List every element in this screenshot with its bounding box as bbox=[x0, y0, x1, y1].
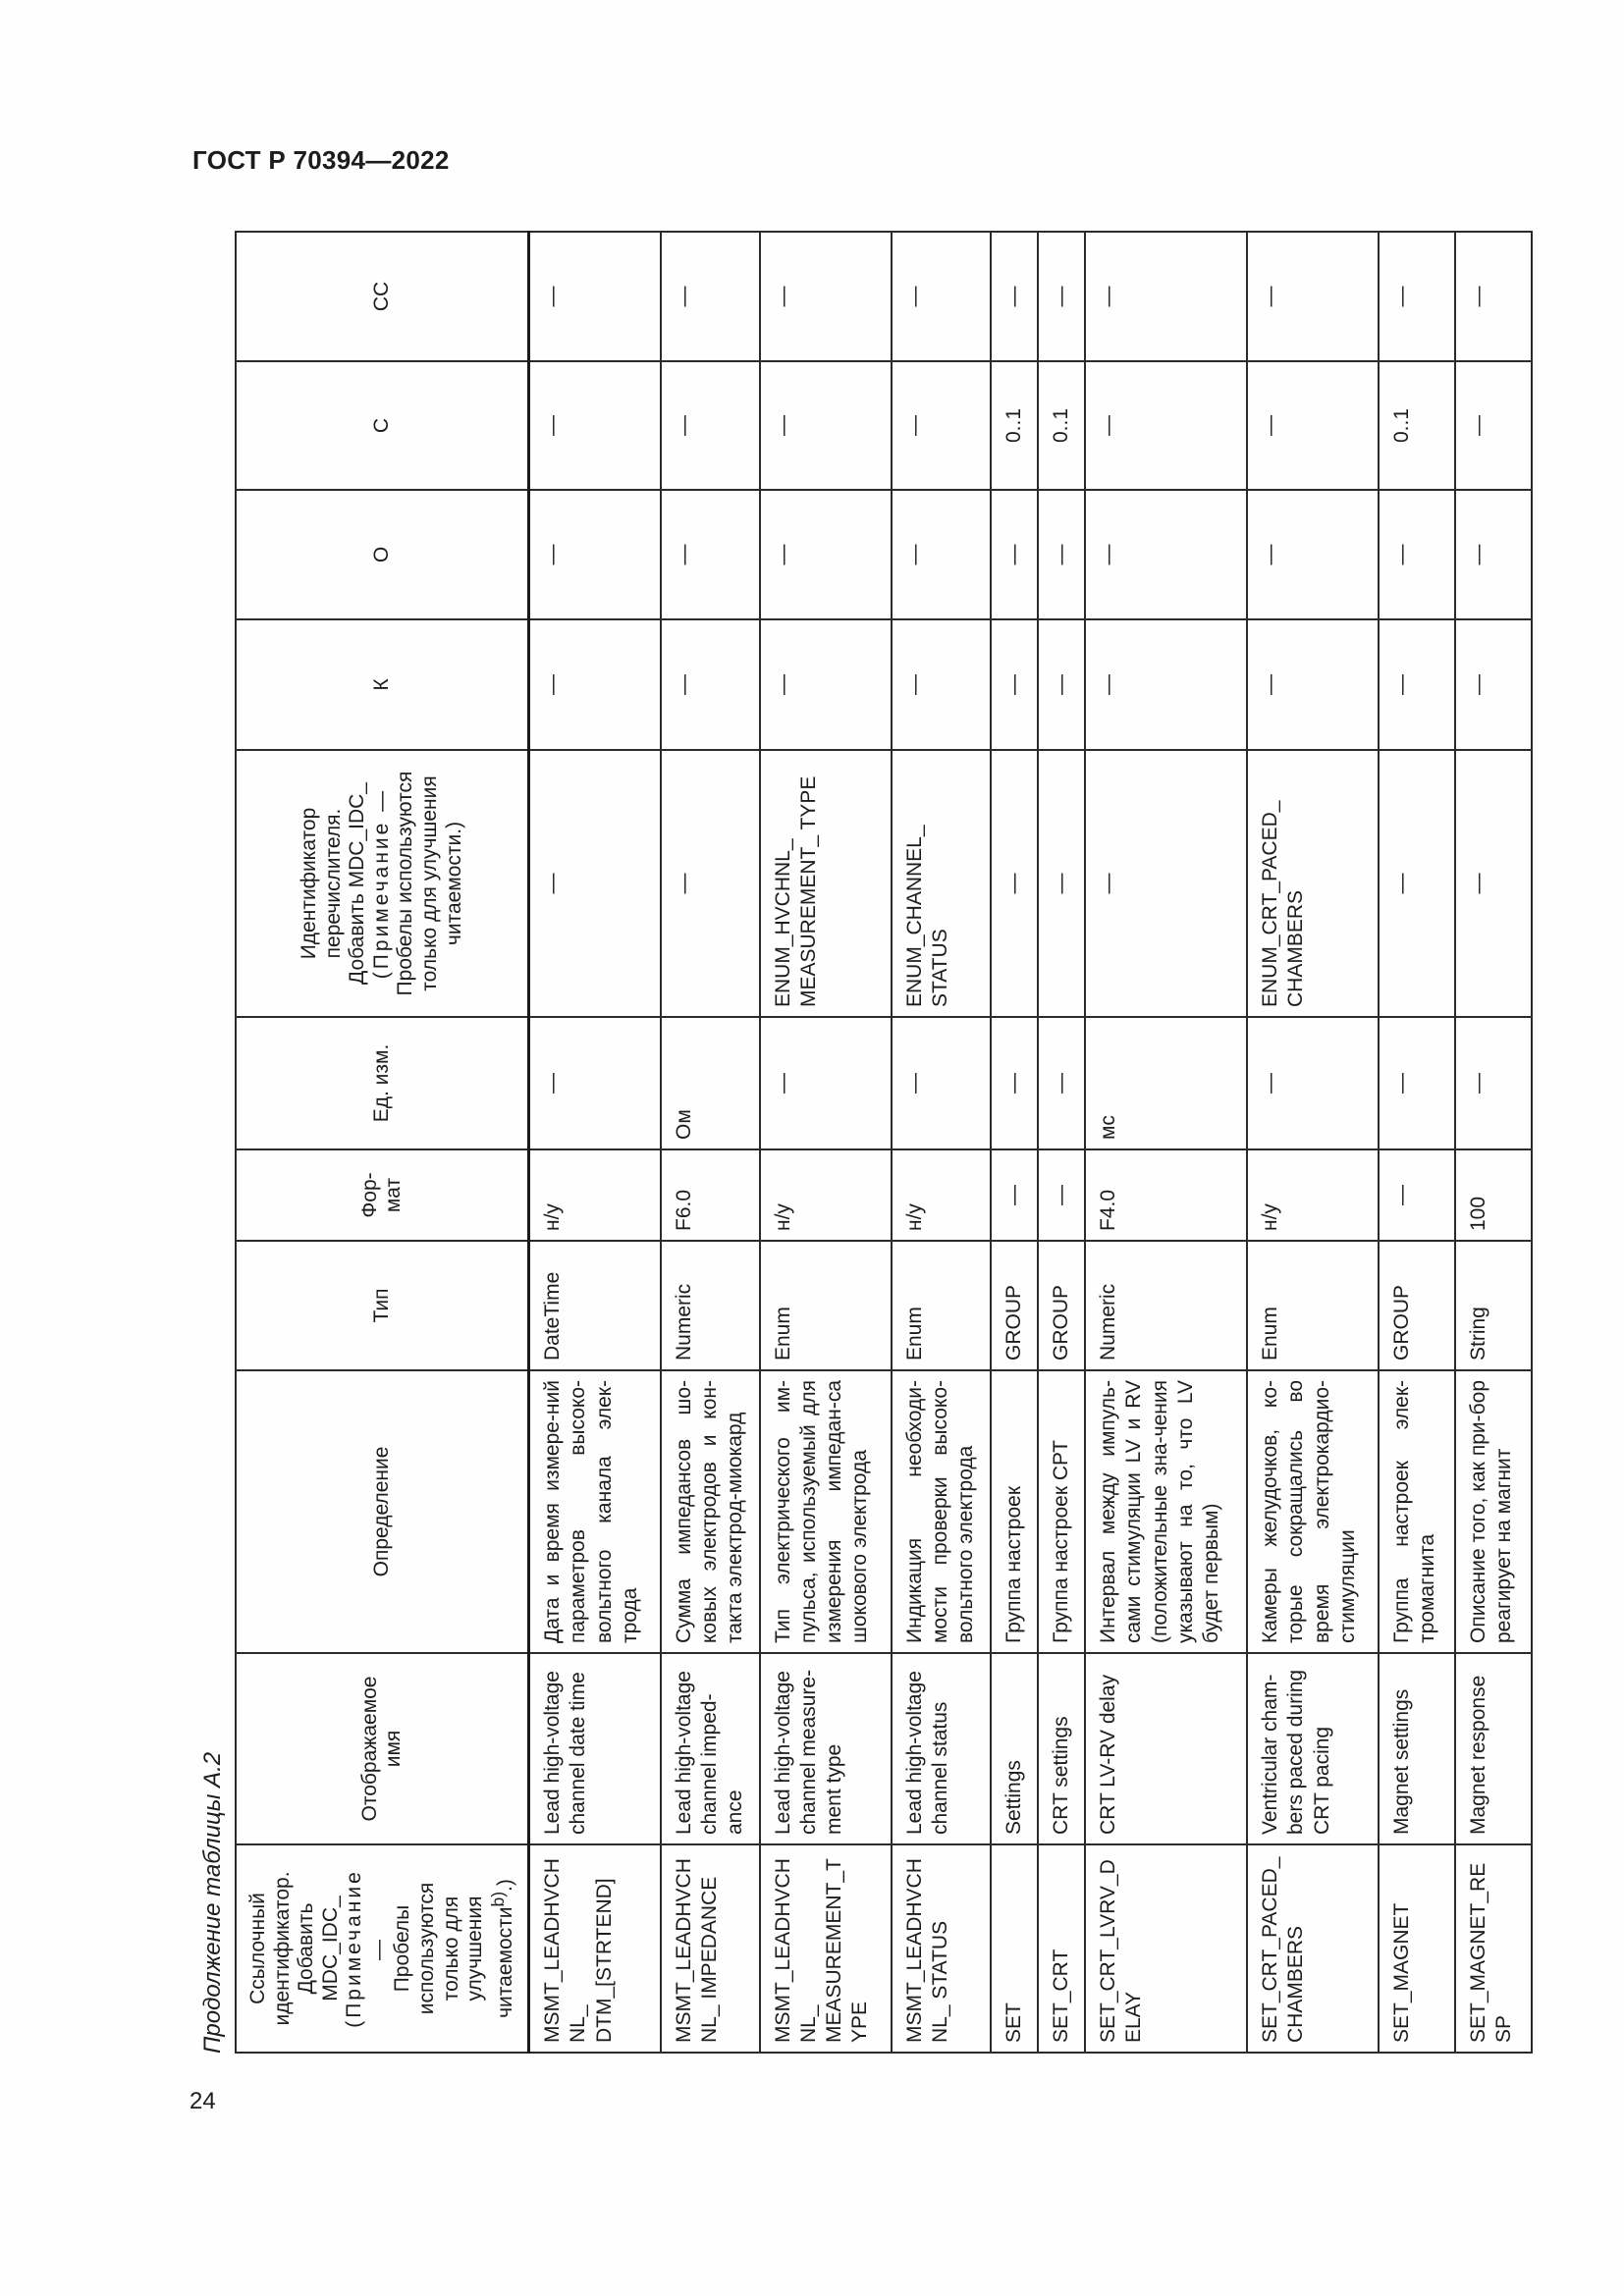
cell-k: — bbox=[1038, 619, 1085, 750]
cell-o: — bbox=[991, 490, 1038, 619]
cell-enum-id: ENUM_CHANNEL_ STATUS bbox=[892, 750, 991, 1017]
cell-c: 0..1 bbox=[1379, 361, 1455, 490]
cell-c: — bbox=[1455, 361, 1532, 490]
cell-k: — bbox=[1379, 619, 1455, 750]
table-row bbox=[1085, 232, 1247, 2053]
cell-ref-id: SET bbox=[991, 1844, 1038, 2053]
table-row bbox=[661, 232, 760, 2053]
cell-enum-id: ENUM_CRT_PACED_ CHAMBERS bbox=[1247, 750, 1379, 1017]
header-type: Тип bbox=[236, 1241, 529, 1370]
header-format: Фор- мат bbox=[236, 1149, 529, 1241]
header-k: К bbox=[236, 619, 529, 750]
cell-type: Enum bbox=[760, 1241, 892, 1370]
cell-o: — bbox=[1038, 490, 1085, 619]
header-enum-id: Идентификатор перечислителя. Добавить MDC_IDC_ (Примечание — Пробелы используются только для улучшения читаемости.) bbox=[236, 750, 529, 1017]
cell-unit: — bbox=[991, 1017, 1038, 1149]
table-header-row bbox=[236, 232, 529, 2053]
cell-unit: — bbox=[1247, 1017, 1379, 1149]
cell-format: н/у bbox=[892, 1149, 991, 1241]
cell-enum-id: — bbox=[1085, 750, 1247, 1017]
cell-k: — bbox=[529, 619, 661, 750]
cell-o: — bbox=[1379, 490, 1455, 619]
cell-definition: Описание того, как при-бор реагирует на магнит bbox=[1455, 1370, 1532, 1653]
cell-cc: — bbox=[1247, 232, 1379, 361]
cell-enum-id: — bbox=[1455, 750, 1532, 1017]
cell-o: — bbox=[1085, 490, 1247, 619]
cell-ref-id: MSMT_LEADHVCHNL_ DTM_[STRTEND] bbox=[529, 1844, 661, 2053]
table-row bbox=[1379, 232, 1455, 2053]
cell-o: — bbox=[661, 490, 760, 619]
cell-enum-id: — bbox=[1379, 750, 1455, 1017]
header-ref-id: Ссылочный идентификатор. Добавить MDC_IDC_ (Примечание — Пробелы используются только для улучшения читаемости$^{b)}$.) bbox=[236, 1844, 529, 2053]
cell-k: — bbox=[661, 619, 760, 750]
cell-o: — bbox=[529, 490, 661, 619]
cell-format: н/у bbox=[529, 1149, 661, 1241]
cell-unit: мс bbox=[1085, 1017, 1247, 1149]
cell-o: — bbox=[1455, 490, 1532, 619]
header-unit: Ед. изм. bbox=[236, 1017, 529, 1149]
cell-display-name: Settings bbox=[991, 1653, 1038, 1844]
cell-definition: Камеры желудочков, ко-торые сокращались во время электрокардио-стимуляции bbox=[1247, 1370, 1379, 1653]
cell-format: 100 bbox=[1455, 1149, 1532, 1241]
cell-c: — bbox=[529, 361, 661, 490]
cell-cc: — bbox=[661, 232, 760, 361]
cell-unit: — bbox=[1038, 1017, 1085, 1149]
header-display-name: Отображаемое имя bbox=[236, 1653, 529, 1844]
cell-c: — bbox=[661, 361, 760, 490]
cell-enum-id: — bbox=[991, 750, 1038, 1017]
cell-ref-id: SET_CRT_PACED_ CHAMBERS bbox=[1247, 1844, 1379, 2053]
cell-ref-id: MSMT_LEADHVCHNL_ MEASUREMENT_TYPE bbox=[760, 1844, 892, 2053]
cell-format: н/у bbox=[760, 1149, 892, 1241]
table-row bbox=[760, 232, 892, 2053]
cell-unit: — bbox=[760, 1017, 892, 1149]
cell-cc: — bbox=[760, 232, 892, 361]
page-number: 24 bbox=[189, 2088, 216, 2114]
cell-k: — bbox=[1247, 619, 1379, 750]
table-row bbox=[1247, 232, 1379, 2053]
cell-unit: — bbox=[1379, 1017, 1455, 1149]
cell-display-name: Lead high-voltage channel date time bbox=[529, 1653, 661, 1844]
cell-type: String bbox=[1455, 1241, 1532, 1370]
cell-display-name: Magnet settings bbox=[1379, 1653, 1455, 1844]
cell-format: — bbox=[1379, 1149, 1455, 1241]
cell-cc: — bbox=[1455, 232, 1532, 361]
cell-c: — bbox=[1085, 361, 1247, 490]
cell-type: GROUP bbox=[1379, 1241, 1455, 1370]
cell-o: — bbox=[1247, 490, 1379, 619]
rotated-table-container bbox=[199, 233, 1554, 2054]
cell-cc: — bbox=[529, 232, 661, 361]
header-definition: Определение bbox=[236, 1370, 529, 1653]
document-header: ГОСТ Р 70394—2022 bbox=[192, 145, 450, 175]
cell-c: 0..1 bbox=[1038, 361, 1085, 490]
cell-format: — bbox=[1038, 1149, 1085, 1241]
cell-ref-id: SET_MAGNET bbox=[1379, 1844, 1455, 2053]
cell-definition: Тип электрического им-пульса, используемый для измерения импедан-са шокового электрода bbox=[760, 1370, 892, 1653]
cell-display-name: Ventricular cham-bers paced during CRT pacing bbox=[1247, 1653, 1379, 1844]
table-row bbox=[529, 232, 661, 2053]
cell-definition: Группа настроек СРТ bbox=[1038, 1370, 1085, 1653]
cell-display-name: Lead high-voltage channel status bbox=[892, 1653, 991, 1844]
header-c: С bbox=[236, 361, 529, 490]
cell-c: — bbox=[892, 361, 991, 490]
cell-unit: — bbox=[1455, 1017, 1532, 1149]
table-row bbox=[892, 232, 991, 2053]
table-row bbox=[1455, 232, 1532, 2053]
cell-enum-id: ENUM_HVCHNL_ MEASUREMENT_ TYPE bbox=[760, 750, 892, 1017]
cell-ref-id: SET_CRT bbox=[1038, 1844, 1085, 2053]
cell-ref-id: MSMT_LEADHVCHNL_ STATUS bbox=[892, 1844, 991, 2053]
cell-cc: — bbox=[1379, 232, 1455, 361]
table-row bbox=[991, 232, 1038, 2053]
table-caption: Продолжение таблицы А.2 bbox=[199, 1751, 226, 2054]
cell-cc: — bbox=[1085, 232, 1247, 361]
cell-definition: Группа настроек bbox=[991, 1370, 1038, 1653]
cell-display-name: Magnet response bbox=[1455, 1653, 1532, 1844]
cell-o: — bbox=[760, 490, 892, 619]
cell-type: GROUP bbox=[991, 1241, 1038, 1370]
cell-cc: — bbox=[892, 232, 991, 361]
cell-definition: Дата и время измере-ний параметров высоко-вольтного канала элек-трода bbox=[529, 1370, 661, 1653]
cell-unit: Ом bbox=[661, 1017, 760, 1149]
cell-format: F6.0 bbox=[661, 1149, 760, 1241]
table-row bbox=[1038, 232, 1085, 2053]
cell-unit: — bbox=[892, 1017, 991, 1149]
cell-type: Enum bbox=[1247, 1241, 1379, 1370]
cell-enum-id: — bbox=[529, 750, 661, 1017]
cell-k: — bbox=[1085, 619, 1247, 750]
cell-type: DateTime bbox=[529, 1241, 661, 1370]
cell-display-name: CRT LV-RV delay bbox=[1085, 1653, 1247, 1844]
cell-ref-id: MSMT_LEADHVCHNL_ IMPEDANCE bbox=[661, 1844, 760, 2053]
cell-type: Enum bbox=[892, 1241, 991, 1370]
cell-type: Numeric bbox=[1085, 1241, 1247, 1370]
cell-c: 0..1 bbox=[991, 361, 1038, 490]
cell-type: GROUP bbox=[1038, 1241, 1085, 1370]
cell-display-name: CRT settings bbox=[1038, 1653, 1085, 1844]
cell-enum-id: — bbox=[1038, 750, 1085, 1017]
cell-format: — bbox=[991, 1149, 1038, 1241]
cell-format: F4.0 bbox=[1085, 1149, 1247, 1241]
header-cc: СС bbox=[236, 232, 529, 361]
cell-k: — bbox=[1455, 619, 1532, 750]
cell-k: — bbox=[760, 619, 892, 750]
cell-definition: Группа настроек элек-тромагнита bbox=[1379, 1370, 1455, 1653]
cell-k: — bbox=[892, 619, 991, 750]
cell-cc: — bbox=[1038, 232, 1085, 361]
cell-type: Numeric bbox=[661, 1241, 760, 1370]
cell-enum-id: — bbox=[661, 750, 760, 1017]
cell-unit: — bbox=[529, 1017, 661, 1149]
data-table bbox=[235, 231, 1533, 2054]
cell-display-name: Lead high-voltage channel measure-ment type bbox=[760, 1653, 892, 1844]
cell-cc: — bbox=[991, 232, 1038, 361]
cell-display-name: Lead high-voltage channel imped-ance bbox=[661, 1653, 760, 1844]
cell-k: — bbox=[991, 619, 1038, 750]
cell-ref-id: SET_CRT_LVRV_DELAY bbox=[1085, 1844, 1247, 2053]
cell-format: н/у bbox=[1247, 1149, 1379, 1241]
cell-c: — bbox=[1247, 361, 1379, 490]
cell-ref-id: SET_MAGNET_RESP bbox=[1455, 1844, 1532, 2053]
cell-o: — bbox=[892, 490, 991, 619]
header-o: О bbox=[236, 490, 529, 619]
cell-c: — bbox=[760, 361, 892, 490]
cell-definition: Сумма импедансов шо-ковых электродов и кон-такта электрод-миокард bbox=[661, 1370, 760, 1653]
cell-definition: Интервал между импуль-сами стимуляции LV и RV (положительные зна-чения указывают на то, что LV будет первым) bbox=[1085, 1370, 1247, 1653]
cell-definition: Индикация необходи-мости проверки высоко-вольтного электрода bbox=[892, 1370, 991, 1653]
